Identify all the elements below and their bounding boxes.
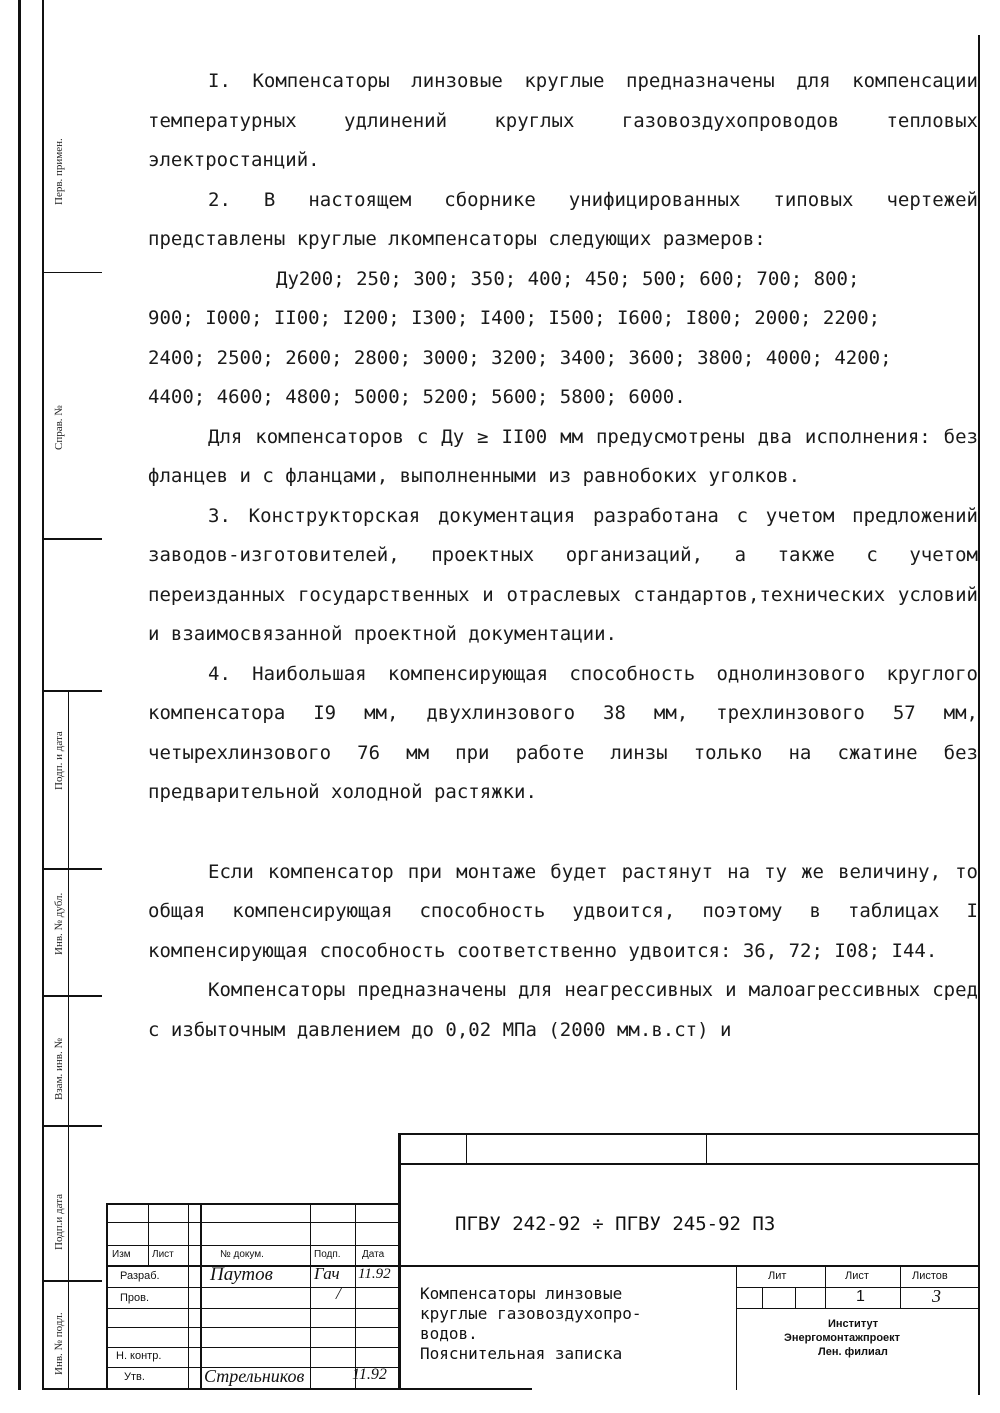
column-izm: Изм: [112, 1249, 131, 1260]
margin-stamp-border: [42, 0, 44, 1390]
name-razrab: Паутов: [210, 1264, 273, 1285]
org-line-1: Институт: [828, 1318, 879, 1330]
org-line-2: Энергомонтажпроект: [784, 1332, 901, 1344]
role-prov: Пров.: [120, 1292, 150, 1304]
paragraph-6: Компенсаторы предназначены для неагрессивных и малоагрессивных сред с избыточным давлением до 0,02 МПа (2000 мм.в.ст) и: [148, 979, 978, 1041]
margin-label-vzam-inv: Взам. инв. №: [53, 1038, 65, 1100]
label-lit: Лит: [768, 1270, 787, 1282]
column-podp: Подп.: [314, 1249, 341, 1260]
label-list: Лист: [845, 1270, 869, 1282]
margin-label-podp-data-2: Подп.и дата: [53, 1193, 65, 1250]
column-dokum: № докум.: [220, 1249, 264, 1260]
bottom-border: [42, 1388, 532, 1390]
margin-label-inv-dubl: Инв. № дубл.: [53, 892, 65, 955]
signature-razrab: Гач: [314, 1264, 340, 1283]
name-utv: Стрельников: [204, 1366, 305, 1386]
paragraph-1: I. Компенсаторы линзовые круглые предназначены для компенсации температурных удлинений круглых газовоздухопроводов тепловых электростанций.: [148, 70, 978, 171]
signature-prov: /: [336, 1284, 341, 1303]
paragraph-2: 2. В настоящем сборнике унифицированных типовых чертежей представлены круглые лкомпенсаторы следующих размеров:: [148, 188, 978, 250]
title-line-3: водов.: [420, 1324, 478, 1343]
sizes-line-4: 4400; 4600; 4800; 5000; 5200; 5600; 5800; 6000.: [148, 386, 686, 408]
list-value: 1: [856, 1288, 865, 1305]
margin-label-podp-data: Подп. и дата: [53, 731, 65, 790]
document-body: [148, 62, 978, 1050]
title-line-4: Пояснительная записка: [420, 1344, 623, 1363]
role-razrab: Разраб.: [120, 1270, 160, 1282]
margin-label-perv-primen: Перв. примен.: [53, 138, 65, 205]
document-code: ПГВУ 242-92 ÷ ПГВУ 245-92 ПЗ: [455, 1213, 776, 1235]
title-line-2: круглые газовоздухопро-: [420, 1304, 642, 1323]
org-line-3: Лен. филиал: [818, 1346, 888, 1358]
sizes-line-1: Ду200; 250; 300; 350; 400; 450; 500; 600; 700; 800;: [276, 267, 860, 290]
paragraph-3: 3. Конструкторская документация разработана с учетом предложений заводов-изготовителей, проектных организаций, а также с учетом переизданных государственных и отраслевых стандартов,технических условий и взаимосвязанной проектной документации.: [148, 504, 978, 645]
date-utv: 11.92: [352, 1366, 387, 1383]
sizes-line-3: 2400; 2500; 2600; 2800; 3000; 3200; 3400; 3600; 3800; 4000; 4200;: [148, 346, 892, 369]
margin-label-sprav-no: Справ. №: [53, 405, 65, 450]
role-nkontr: Н. контр.: [116, 1350, 162, 1362]
label-listov: Листов: [912, 1270, 948, 1282]
left-border: [18, 0, 21, 1390]
role-utv: Утв.: [124, 1371, 145, 1383]
column-data: Дата: [362, 1249, 385, 1260]
paragraph-5: Если компенсатор при монтаже будет растянут на ту же величину, то общая компенсирующая способность удвоится, поэтому в таблицах I компенсирующая способность соответственно удвоится: 36, 72; I08; I44.: [148, 860, 978, 962]
paragraph-execution: Для компенсаторов с Ду ≥ II00 мм предусмотрены два исполнения: без фланцев и с фланцами, выполненными из равнобоких уголков.: [148, 425, 978, 487]
column-list: Лист: [152, 1249, 174, 1260]
paragraph-4: 4. Наибольшая компенсирующая способность однолинзового круглого компенсатора I9 мм, двухлинзового 38 мм, трехлинзового 57 мм, четырехлинзового 76 мм при работе линзы только на сжатине без предварительной холодной растяжки.: [148, 662, 978, 803]
title-line-1: Компенсаторы линзовые: [420, 1284, 623, 1303]
listov-value: 3: [932, 1286, 941, 1306]
date-razrab: 11.92: [358, 1266, 391, 1282]
margin-label-inv-podl: Инв. № подл.: [53, 1312, 65, 1375]
right-border: [978, 35, 980, 1395]
sizes-line-2: 900; I000; II00; I200; I300; I400; I500; I600; I800; 2000; 2200;: [148, 307, 881, 329]
